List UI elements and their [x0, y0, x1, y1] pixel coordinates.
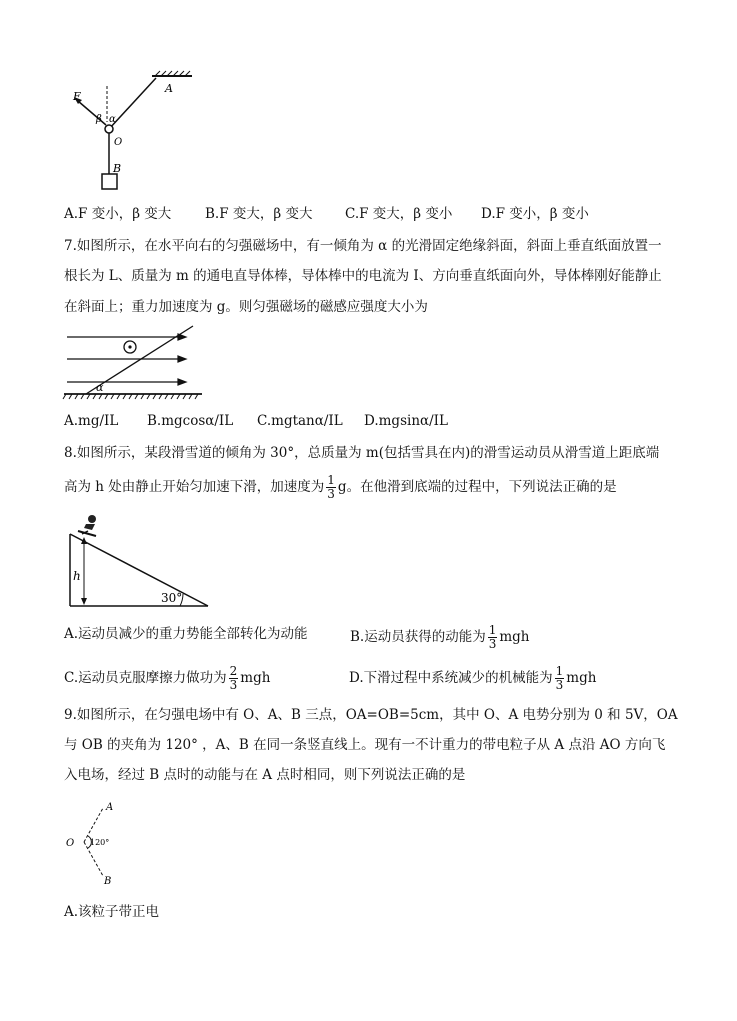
q7-option-a: A.mg/IL	[64, 413, 119, 429]
fig9-label-O: O	[66, 838, 75, 849]
q8-option-c-fraction	[229, 665, 239, 692]
q9-figure	[62, 796, 132, 888]
q7-option-b: B.mgcosα/IL	[147, 413, 234, 429]
q8-stem-line-2-pre: 高为 h 处由静止开始匀加速下滑，加速度为	[64, 479, 325, 495]
q8-stem-line-2-post: g。在他滑到底端的过程中，下列说法正确的是	[337, 479, 617, 495]
q8-optc-num: 2	[229, 664, 238, 678]
fig7-label-alpha: α	[96, 381, 104, 394]
q7-stem-line-2: 根长为 L、质量为 m 的通电直导体棒，导体棒中的电流为 I、方向垂直纸面向外，导体棒刚好能静止	[64, 268, 662, 284]
q8-option-c	[64, 665, 270, 692]
fig9-label-angle: 120°	[90, 838, 110, 847]
q8-option-d-text: D.下滑过程中系统减少的机械能为	[349, 670, 553, 686]
q8-option-b-text: B.运动员获得的动能为	[350, 629, 486, 645]
q8-option-b	[350, 624, 530, 651]
fig6-label-B: B	[113, 162, 122, 175]
fig8-label-h: h	[73, 569, 81, 583]
fig9-label-A: A	[106, 802, 114, 813]
fig6-label-alpha: α	[109, 114, 116, 125]
fig6-label-beta: β	[96, 114, 102, 125]
q7-figure	[62, 322, 202, 402]
q8-optd-num: 1	[555, 664, 564, 678]
q8-accel-fraction	[326, 474, 336, 501]
q8-option-d-unit: mgh	[566, 670, 597, 686]
q7-stem-line-3: 在斜面上；重力加速度为 g。则匀强磁场的磁感应强度大小为	[64, 299, 428, 315]
q8-option-b-unit: mgh	[499, 629, 530, 645]
q8-figure	[62, 512, 217, 612]
q8-option-d	[349, 665, 596, 692]
q9-stem-line-3: 入电场，经过 B 点时的动能与在 A 点时相同，则下列说法正确的是	[64, 767, 466, 783]
q8-optc-den: 3	[229, 678, 238, 692]
q8-frac-num: 1	[327, 473, 335, 487]
q8-option-c-text: C.运动员克服摩擦力做功为	[64, 670, 227, 686]
q7-stem-line-1: 7.如图所示，在水平向右的匀强磁场中，有一倾角为 α 的光滑固定绝缘斜面，斜面上垂直纸面放置一	[64, 238, 662, 254]
fig9-label-B: B	[104, 876, 112, 887]
fig8-label-angle: 30°	[161, 591, 183, 605]
q8-stem-line-2	[64, 474, 617, 501]
q7-option-c: C.mgtanα/IL	[257, 413, 343, 429]
q9-stem-line-1: 9.如图所示，在匀强电场中有 O、A、B 三点，OA=OB=5cm，其中 O、A 电势分别为 0 和 5V，OA	[64, 707, 678, 723]
q6-option-d: D.F 变小，β 变小	[481, 206, 589, 222]
fig6-label-F: F	[73, 90, 81, 103]
q8-option-a: A.运动员减少的重力势能全部转化为动能	[64, 626, 308, 642]
q9-option-a: A.该粒子带正电	[64, 904, 160, 920]
q6-option-a: A.F 变小，β 变大	[64, 206, 172, 222]
q8-optb-den: 3	[488, 637, 497, 651]
q6-figure	[62, 70, 202, 200]
q6-option-c: C.F 变大，β 变小	[345, 206, 453, 222]
fig6-label-O: O	[114, 137, 123, 148]
q8-stem-line-1: 8.如图所示，某段滑雪道的倾角为 30°，总质量为 m(包括雪具在内)的滑雪运动员从滑雪道上距底端	[64, 445, 660, 461]
q8-option-d-fraction	[555, 665, 565, 692]
q7-option-d: D.mgsinα/IL	[364, 413, 448, 429]
q8-option-c-unit: mgh	[240, 670, 271, 686]
fig6-label-A: A	[165, 82, 173, 95]
q8-frac-den: 3	[327, 487, 335, 501]
q9-stem-line-2: 与 OB 的夹角为 120° ，A、B 在同一条竖直线上。现有一不计重力的带电粒子从 A 点沿 AO 方向飞	[64, 737, 666, 753]
q8-option-b-fraction	[488, 624, 498, 651]
q8-optd-den: 3	[555, 678, 564, 692]
q6-option-b: B.F 变大，β 变大	[205, 206, 313, 222]
q8-optb-num: 1	[488, 623, 497, 637]
